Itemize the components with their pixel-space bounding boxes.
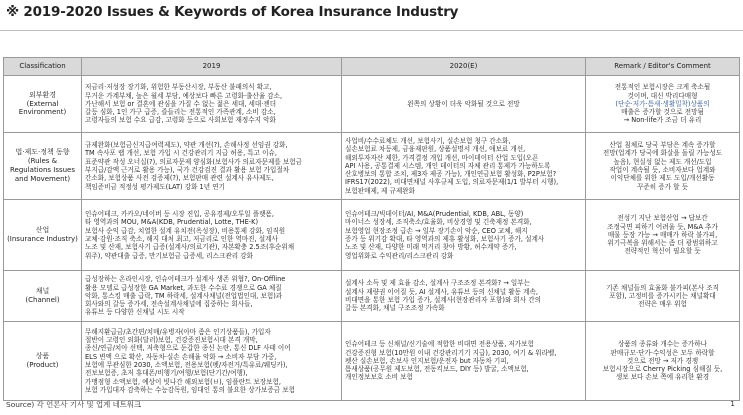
cell-2019	[82, 322, 342, 401]
header-2019: 2019	[82, 58, 342, 76]
text-line: 표준약관 작성 오너십(?), 의료자문제 양심화(보험사가 의료자문제를 보험금	[85, 157, 302, 166]
text-line: 인슈어테크, 카카오/네이버 등 시장 진입, 공유경제/오투일 플랫폼,	[85, 210, 274, 219]
text-line: 펫산 실손보험, 손보사 인지보험/운전자 but 자동차 기피,	[345, 356, 509, 365]
text-line: 판매규모·단가·수익성은 모두 하락할	[610, 348, 715, 357]
cell-2019	[82, 76, 342, 133]
text-line: 전성기 지난 보험산업 → 답보간	[617, 214, 708, 223]
text-line: → Non-life가 조금 더 유리	[623, 116, 702, 125]
text-line: 왼쪽의 상황이 더욱 악화될 것으로 전망	[407, 99, 520, 108]
text-line: 작업이 계속될 듯, 소비자보다 업계와	[609, 166, 716, 174]
header-remark: Remark / Editor's Comment	[586, 58, 740, 76]
cell-2020	[342, 200, 586, 271]
text-line: 전략은 매우 위험	[638, 300, 687, 309]
text-line: 회사와의 갈등 증가세, 전속설계사채널에 집중하는 회사들,	[85, 300, 253, 309]
text-line: 저금리·저성장 장기화, 위험한 부동산시장, 부동산 불패의식 확고,	[85, 83, 272, 92]
cell-2019	[82, 200, 342, 271]
text-line: 보험판매제, 제 규제완화	[345, 186, 415, 195]
text-line: 보험에 무관심한 2030, 소액보험, 전용보험(펫/자전거/특유료/웨딩카),	[85, 361, 288, 369]
text-line: 교체·감원·조직 축소, 해지 대처 최고, 저금리로 인한 역마진, 설계사	[85, 235, 278, 243]
classification-cell	[4, 322, 82, 401]
cell-remark	[586, 76, 740, 133]
text-line: 영업위화로 수익관리/리스크관리 강화	[345, 251, 454, 260]
text-line: 가맹점형 소액보험, 예상이 빗나간 해외보험(ㅂ), 임플란트 보장보험,	[85, 377, 281, 386]
text-line: 생보 보다 손보 쪽에 유리한 환경	[615, 373, 710, 382]
text-line: 꾸준히 증가 할 듯	[637, 182, 688, 191]
text-line: 틈새상품(공무원 제도보험, 전동킥보드, DIY 등) 발굴, 소액보험,	[345, 365, 529, 374]
table-row	[4, 322, 740, 401]
text-line: 규제완화(보험금신지급여력제도), 약관 개선(?), 손해사정 선임권 강화,	[85, 141, 288, 150]
text-line: 절반이 고령인 외화(달러)보험, 건강증진보험시대 본격 개막,	[85, 336, 258, 345]
classification-ko: 법·제도·정책 동향	[15, 148, 70, 157]
header-row	[4, 58, 740, 76]
text-line: 무거운 가계부채, 높은 월세 부담, 예상보다 빠른 고령화·출산율 감소,	[85, 91, 283, 100]
text-line: 산업 침체로 당국 부담은 계속 증가할	[609, 141, 716, 150]
text-line: 높음), 현실성 없는 제도 개선/도입	[613, 157, 712, 166]
text-line: 증가 등 위기감 확대, 타 영역과의 제휴 활성화, 보험사기 증가, 설계사	[345, 235, 545, 243]
text-line: 고령자들의 보험 수요 급감, 고령화 등으로 사회보험 재정수지 악화	[85, 116, 276, 125]
header-2020: 2020(E)	[342, 58, 586, 76]
text-line: 상품의 종류와 개수는 증가하나	[617, 340, 708, 349]
text-line: 산호병보의 통합 조치, 제3자 제공 가능), 개인연금보험 활성화, P2P보험?	[345, 170, 557, 179]
text-line: 위주), 약관대출 급증, 만기보험금 급증세, 리스크관리 강화	[85, 251, 253, 260]
cell-2020	[342, 133, 586, 200]
cell-remark	[586, 200, 740, 271]
table-row	[4, 200, 740, 271]
text-line: 조정국면 피하기 어려울 듯, M&A 추가	[607, 222, 718, 231]
text-line: 부지급/감액 근거로 활용 가능), 국가 건강검진 결과 활용 보험 가입절차	[85, 166, 290, 174]
classification-ko: 외부환경	[28, 90, 57, 99]
text-line: 보험 가입대자 감축하는 수능감독원, 임대인 통의 불요한 상가보증금 보험	[85, 385, 295, 394]
text-line: 급성장하는 온라인시장, 인슈어테크가 설계사 생존 위협?, On-Offline	[85, 275, 286, 284]
classification-cell	[4, 200, 82, 271]
text-line: 사업비/수수료체도 개선, 보험사기, 실손보험 청구 간소화,	[345, 136, 511, 145]
cell-2019	[82, 133, 342, 200]
text-line: 보험시장으로 Cherry Picking 심해질 듯,	[602, 365, 723, 374]
text-line: IFRS17(2022), 비대면채널 사후규제 도입, 의료자문제(1/1 발부터 시행),	[345, 178, 559, 187]
text-line: 설계사 소득 및 제 효율 감소, 설계사 구조조정 본격화? → 일부는	[345, 279, 530, 288]
cell-2019	[82, 271, 342, 322]
text-line: 인슈어테크 등 신채널/신기술에 적합한 비대면 전용상품, 저가보험	[345, 340, 534, 349]
text-line: 보험사 순익 급감, 치열한 설계 유치전(옥성장), 비용통제 강화, 임직원	[85, 226, 286, 235]
classification-en: (Channel)	[25, 296, 60, 304]
issues-table	[3, 57, 740, 401]
text-line: TM 속사포 랩 개선, 보험 가입 시 건강관리기 지급 허용, 특고 이슈,	[85, 149, 277, 158]
text-line: 타 영역과의 MOU, M&A(KDB, Prudential, Lotte, THE-K)	[85, 218, 259, 227]
text-line: 인슈어테크/빅데이터/AI, M&A(Prudential, KDB, ABL, 동양)	[345, 210, 524, 219]
text-line: 노조 및 산재, 다양한 미래 먹거리 찾아 방황, 허수계약 증가,	[345, 243, 517, 252]
text-line: 해외투자자산 제한, 가격결정 개입 개선, 마이데이터 산업 도입(오픈	[345, 153, 539, 162]
page-title: ※ 2019-2020 Issues & Keywords of Korea Insurance Industry	[6, 4, 459, 20]
text-line: 노조 및 산재, 보험사기 급증(설계사/의료기관), 자본확충 2.5조(후순위채	[85, 243, 295, 252]
text-line: 이익단체를 위한 제도 도입/개선활동	[610, 174, 715, 183]
text-line: ELS 변액 으로 확산, 자동차·실손 손해율 악화 → 소비자 부담 가중,	[85, 352, 277, 361]
text-line: API 사용, 공통결제 시스템, 개인 데이터의 자체 관리 통제가 가능하도록	[345, 161, 551, 170]
classification-cell	[4, 133, 82, 200]
classification-en: (External Environment)	[18, 99, 67, 117]
text-line: 매출은 증가할 것으로 전망됨	[621, 108, 704, 117]
text-line: 기존 채널들의 효율화 불가피(본사 조직	[606, 283, 719, 292]
text-line: 전보보험증, 초저 휴대폰/비행기/여행/보험(단기간/여행),	[85, 369, 248, 378]
classification-cell	[4, 76, 82, 133]
text-line: 것이며, 대신 박리다매형	[627, 91, 698, 100]
text-line: 갈등 심화, 1인 가구 급증, 즐들리는 전통적인 가족관계, 소비 감소,	[85, 108, 276, 117]
cell-remark	[586, 271, 740, 322]
header-classification: Classification	[4, 58, 82, 76]
text-line: 건강증진형 보험(10만원 이내 건강관리기기 지급), 2030, 여기 & 워라벨,	[345, 348, 557, 357]
text-line: 설계사 재량권 이어질 듯, AI 설계사, 유튜브 등의 신채널 활동 계속,	[345, 287, 538, 296]
classification-ko: 채널	[35, 287, 50, 296]
text-line: 악화, 통스킹 매출 급락, TM 하락세, 설계사채널(전업법인대, 보험)과	[85, 291, 283, 300]
text-line: 개인정보보호 소비 보험	[345, 373, 413, 382]
text-line: 전통적인 보험시장은 크게 축소될	[614, 83, 711, 92]
cell-remark	[586, 322, 740, 401]
text-line: 책임준비금 적정성 평가제도(LAT) 강화 1년 연기	[85, 182, 225, 191]
classification-en: (Product)	[26, 361, 59, 369]
text-line: 마이너스 성장세, 조직축소/효율화, 비상경영 및 긴축재정 본격화,	[345, 218, 532, 227]
text-line: 전략적인 혁신이 필요할 듯	[624, 247, 701, 256]
classification-en: (Insurance Industry)	[7, 235, 78, 243]
cell-2020	[342, 76, 586, 133]
text-line: 것으로 전망 → 저가 경쟁	[626, 356, 699, 365]
text-line: 유튜브 등 다양한 신채널 시도 시작	[85, 308, 185, 317]
table-row	[4, 271, 740, 322]
classification-en: (Rules & Regulations Issues and Movement)	[10, 157, 75, 183]
text-line: (단순·저가·틈새·생활밀착)상품의	[615, 99, 710, 108]
cell-remark	[586, 133, 740, 200]
classification-cell	[4, 271, 82, 322]
text-line: 매물 등장 가능 → 매매가 하락 불가피,	[607, 230, 718, 239]
text-line: 전망(업계가 당국에 화살을 돌릴 가능성도	[602, 149, 723, 158]
text-line: 포함), 고정비를 증가시키는 채널확대	[609, 291, 716, 300]
cell-2020	[342, 322, 586, 401]
text-line: 실손보험료 차등제, 금융재판원, 상품설명서 개선, 애보료 개선,	[345, 145, 526, 154]
classification-ko: 상품	[35, 352, 50, 361]
text-line: 가난해서 보험 or 결혼에 관심을 가질 수 없는 젊은 세대, 세대·젠더	[85, 99, 277, 108]
text-line: 간소화, 보험상품 사전 검증제(?), 보험판매 관련 설계사 유사제도,	[85, 174, 274, 183]
text-line: 활용 모델로 급성장한 GA Market, 과도한 수수료 경쟁으로 GA 체질	[85, 283, 282, 292]
cell-2020	[342, 271, 586, 322]
text-line: 보험영업 현장조정 급손 → 일부 장기손이 악순, CEO 교체, 해지	[345, 226, 528, 235]
text-line: 종신/연금/치아 선택, 저축형으로 둔갑한 종신 논란, 통신 DLF 사태 이어	[85, 344, 291, 353]
source-note: Source) 각 언론사 기사 및 업계 네트워크	[6, 400, 142, 409]
classification-ko: 산업	[35, 226, 50, 235]
text-line: 갈등 본격화, 채널 구조조정 가속화	[345, 304, 445, 313]
table-row	[4, 76, 740, 133]
text-line: 무해지환급금/초간편/치매/유병자(아마 좀은 인기상품들), 가입자	[85, 327, 271, 336]
text-line: 위기극복을 위해서는 좀 더 광범위하고	[607, 239, 718, 248]
title-divider	[0, 30, 743, 31]
text-line: 비대면을 통한 보험 가입 증가, 설계사(현장관리자 포함)와 회사 간의	[345, 296, 541, 304]
page-number: 1	[730, 399, 735, 408]
table-row	[4, 133, 740, 200]
